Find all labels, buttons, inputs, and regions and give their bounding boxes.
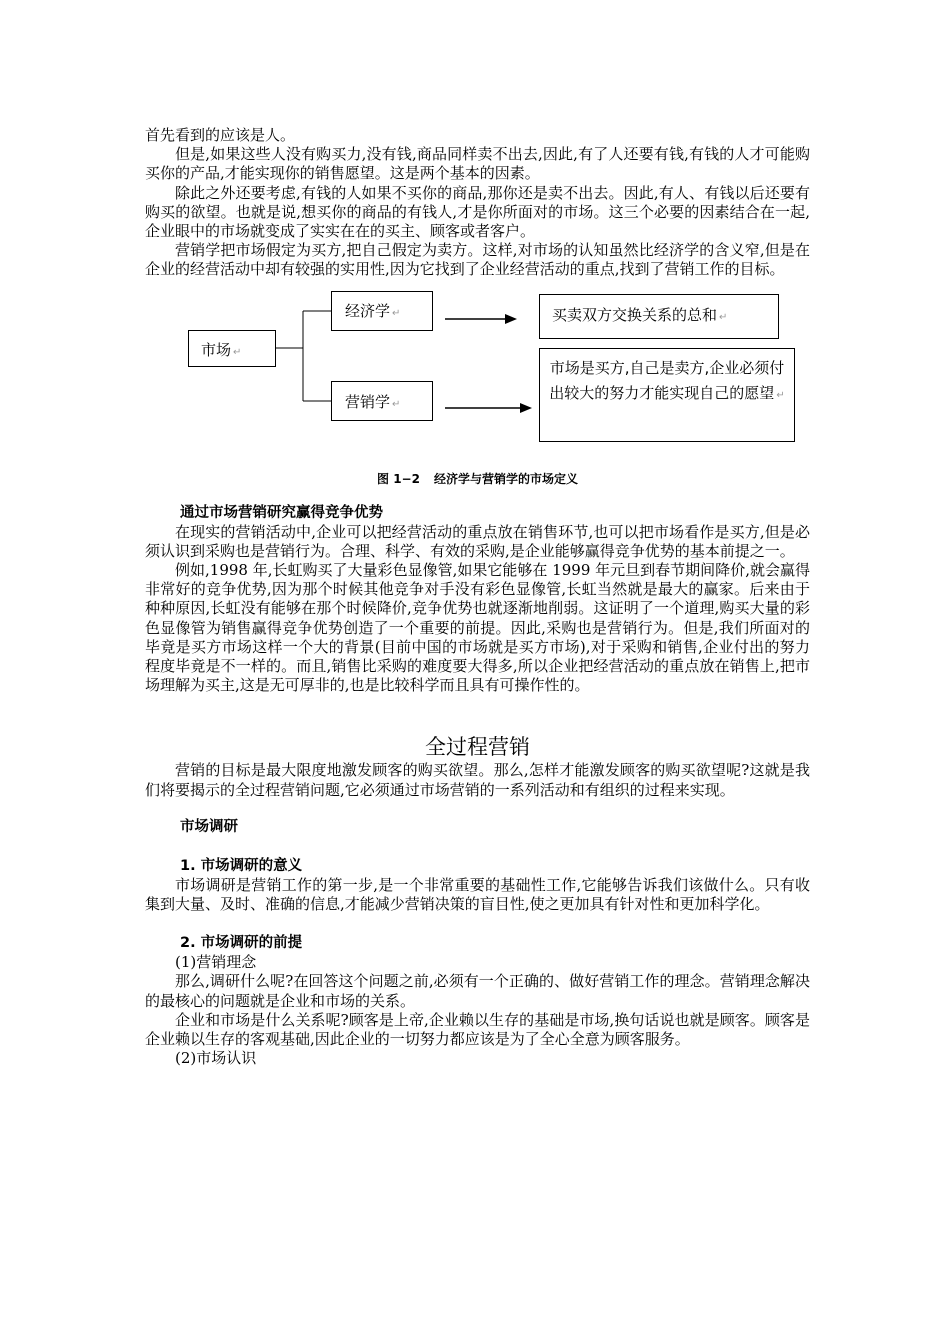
marketing-definition-label: 市场是买方,自己是卖方,企业必须付出较大的努力才能实现自己的愿望 <box>549 358 785 402</box>
heading-research-significance: 1. 市场调研的意义 <box>180 857 303 874</box>
figure-caption <box>145 470 810 488</box>
section2-paragraph-4: 企业和市场是什么关系呢?顾客是上帝,企业赖以生存的基础是市场,换句话说也就是顾客。顾客是企业赖以生存的客观基础,因此企业的一切努力都应该是为了全心全意为顾客服务。 <box>145 1010 810 1049</box>
list-item-market-understanding: (2)市场认识 <box>175 1049 257 1068</box>
figure-title: 经济学与营销学的市场定义 <box>433 471 578 486</box>
section-title-whole-process-marketing: 全过程营销 <box>425 735 530 760</box>
marketing-label: 营销学 <box>345 392 391 411</box>
economics-definition-box <box>539 294 779 339</box>
section2-paragraph-1: 营销的目标是最大限度地激发顾客的购买欲望。那么,怎样才能激发顾客的购买欲望呢?这就是我们将要揭示的全过程营销问题,它必须通过市场营销的一系列活动和有组织的过程来实现。 <box>145 761 810 799</box>
intro-paragraph-0: 首先看到的应该是人。 <box>145 126 296 144</box>
paragraph-mark: ↵ <box>719 311 728 323</box>
market-definition-diagram <box>145 286 810 458</box>
intro-paragraph-3: 营销学把市场假定为买方,把自己假定为卖方。这样,对市场的认知虽然比经济学的含义窄,但是在企业的经营活动中却有较强的实用性,因为它找到了企业经营活动的重点,找到了营销工作的目标。 <box>145 241 810 279</box>
section2-paragraph-3: 那么,调研什么呢?在回答这个问题之前,必须有一个正确的、做好营销工作的理念。营销理念解决的最核心的问题就是企业和市场的关系。 <box>145 972 810 1010</box>
market-label: 市场 <box>201 340 232 359</box>
subheading-market-research: 市场调研 <box>180 818 238 835</box>
section1-paragraph-1: 在现实的营销活动中,企业可以把经营活动的重点放在销售环节,也可以把市场看作是买方,但是必须认识到采购也是营销行为。合理、科学、有效的采购,是企业能够赢得竞争优势的基本前提之一。 <box>145 522 810 560</box>
paragraph-mark: ↵ <box>776 389 785 401</box>
intro-paragraph-2: 除此之外还要考虑,有钱的人如果不买你的商品,那你还是卖不出去。因此,有人、有钱以后还要有购买的欲望。也就是说,想买你的商品的有钱人,才是你所面对的市场。这三个必要的因素结合在一起,企业眼中的市场就变成了实实在在的买主、顾客或者客户。 <box>145 183 810 241</box>
heading-research-premise: 2. 市场调研的前提 <box>180 935 303 952</box>
market-box <box>188 330 276 367</box>
marketing-box <box>331 381 433 421</box>
intro-paragraph-1: 但是,如果这些人没有购买力,没有钱,商品同样卖不出去,因此,有了人还要有钱,有钱的人才可能购买你的产品,才能实现你的销售愿望。这是两个基本的因素。 <box>145 145 810 183</box>
paragraph-mark: ↵ <box>392 307 401 319</box>
figure-number: 图 1−2 <box>377 471 420 486</box>
economics-box <box>331 291 433 331</box>
section2-paragraph-2: 市场调研是营销工作的第一步,是一个非常重要的基础性工作,它能够告诉我们该做什么。只有收集到大量、及时、准确的信息,才能减少营销决策的盲目性,使之更加具有针对性和更加科学化。 <box>145 875 810 914</box>
economics-label: 经济学 <box>345 301 391 320</box>
section1-paragraph-2: 例如,1998 年,长虹购买了大量彩色显像管,如果它能够在 1999 年元旦到春节期间降价,就会赢得非常好的竞争优势,因为那个时候其他竞争对手没有彩色显像管,长虹当然就是最大的赢家。后来由于种种原因,长虹没有能够在那个时候降价,竞争优势也就逐渐地削弱。这证明了一个道理,购买大量的彩色显像管为销售赢得竞争优势创造了一个重要的前提。因此,采购也是营销行为。但是,我们所面对的毕竟是买方市场这样一个大的背景(目前中国的市场就是买方市场),对于采购和销售,企业付出的努力程度毕竟是不一样的。而且,销售比采购的难度要大得多,所以企业把经营活动的重点放在销售上,把市场理解为买主,这是无可厚非的,也是比较科学而且具有可操作性的。 <box>145 561 810 695</box>
paragraph-mark: ↵ <box>392 398 401 410</box>
paragraph-mark: ↵ <box>233 346 242 358</box>
document-page <box>145 126 810 1068</box>
economics-definition-label: 买卖双方交换关系的总和 <box>552 305 718 324</box>
section-heading-competitive-advantage: 通过市场营销研究赢得竞争优势 <box>180 504 383 521</box>
marketing-definition-box <box>539 348 795 442</box>
list-item-marketing-concept: (1)营销理念 <box>175 953 257 972</box>
